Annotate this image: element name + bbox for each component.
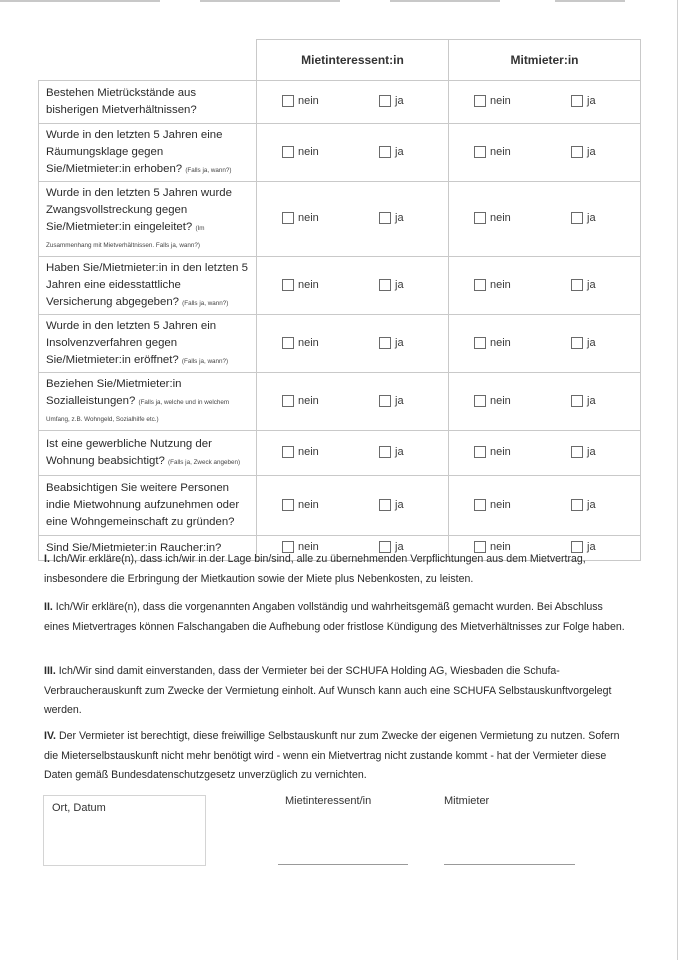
question-text: Beabsichtigen Sie weitere Personen indie Mietwohnung aufzunehmen oder eine Wohngemeinschaft zu gründen? <box>46 482 240 528</box>
cotenant-nein-checkbox[interactable] <box>474 446 511 458</box>
checkbox-square-icon[interactable] <box>571 337 583 349</box>
cotenant-answer-cell <box>449 431 641 476</box>
question-text: Ist eine gewerbliche Nutzung der Wohnung beabsichtigt? <box>46 438 212 467</box>
question-cell <box>39 431 257 476</box>
declaration-number: II. <box>44 601 53 613</box>
cotenant-answer-cell <box>449 476 641 536</box>
checkbox-label: nein <box>298 336 319 349</box>
checkbox-square-icon[interactable] <box>379 337 391 349</box>
checkbox-square-icon[interactable] <box>282 395 294 407</box>
question-cell <box>39 315 257 373</box>
question-text: Wurde in den letzten 5 Jahren ein Insolvenzverfahren gegen Sie/Mietmieter:in eröffnet? <box>46 320 217 366</box>
checkbox-label: nein <box>490 541 511 553</box>
applicant-nein-checkbox[interactable] <box>282 446 319 458</box>
cotenant-answer-cell <box>449 124 641 182</box>
header-blank-cell <box>39 40 257 81</box>
checkbox-label: nein <box>298 498 319 511</box>
checkbox-square-icon[interactable] <box>282 95 294 107</box>
applicant-ja-checkbox[interactable] <box>379 499 404 511</box>
table-row <box>39 124 641 182</box>
applicant-ja-checkbox[interactable] <box>379 446 404 458</box>
cotenant-answer-cell <box>449 257 641 315</box>
checkbox-square-icon[interactable] <box>282 337 294 349</box>
checkbox-label: nein <box>490 446 511 458</box>
table-row <box>39 476 641 536</box>
question-note: (Falls ja, Zweck angeben) <box>168 459 241 466</box>
checkbox-square-icon[interactable] <box>379 499 391 511</box>
checkbox-label: nein <box>298 446 319 458</box>
declaration-text: Ich/Wir sind damit einverstanden, dass der Vermieter bei der SCHUFA Holding AG, Wiesbaden die Schufa- Verbraucherauskunft zum Zwecke der Vermietung einholt. Auf Wunsch kann auch eine SCHUFA Selbstauskunftvorgelegt werden. <box>44 665 612 716</box>
checkbox-square-icon[interactable] <box>282 446 294 458</box>
cotenant-nein-checkbox[interactable] <box>474 337 511 349</box>
declaration-4 <box>44 727 630 786</box>
declaration-number: IV. <box>44 730 56 742</box>
applicant-ja-checkbox[interactable] <box>379 279 404 291</box>
applicant-ja-checkbox[interactable] <box>379 95 404 107</box>
checkbox-square-icon[interactable] <box>379 146 391 158</box>
applicant-answer-cell <box>257 257 449 315</box>
question-cell <box>39 124 257 182</box>
cotenant-ja-checkbox[interactable] <box>571 146 596 158</box>
question-note: (Im Zusammenhang mit Mietverhältnissen. Falls ja, wann?) <box>46 225 205 249</box>
question-note: (Falls ja, wann?) <box>185 167 232 174</box>
applicant-ja-checkbox[interactable] <box>379 337 404 349</box>
declaration-text: Ich/Wir erkläre(n), dass ich/wir in der Lage bin/sind, alle zu übernehmenden Verpflichtungen aus dem Mietvertrag, insbesondere die Erbringung der Mietkaution sowie der Miete plus Nebenkosten, zu leisten. <box>44 553 586 585</box>
applicant-nein-checkbox[interactable] <box>282 146 319 158</box>
checkbox-label: ja <box>395 446 404 458</box>
checkbox-label: nein <box>298 212 319 224</box>
question-text: Sind Sie/Mietmieter:in Raucher:in? <box>46 541 222 554</box>
table-row <box>39 81 641 124</box>
header-cotenant: Mitmieter:in <box>449 40 641 81</box>
cotenant-nein-checkbox[interactable] <box>474 95 511 107</box>
applicant-answer-cell <box>257 315 449 373</box>
checkbox-label: nein <box>298 541 319 553</box>
cotenant-signature-label: Mitmieter <box>444 795 490 807</box>
applicant-signature-label: Mietinteressent/in <box>285 795 372 807</box>
declaration-text: Der Vermieter ist berechtigt, diese freiwillige Selbstauskunft nur zum Zwecke der eigenen Vermietung zu nutzen. Sofern die Mieterselbstauskunft nicht mehr benötigt wird - wenn ein Mietvertrag nicht zustande kommt - hat der Vermieter diese Daten gemäß Bundesdatenschutzgesetz unverzüglich zu vernichten. <box>44 730 620 781</box>
declaration-text: Ich/Wir erkläre(n), dass die vorgenannten Angaben vollständig und wahrheitsgemäß gemacht wurden. Bei Abschluss eines Mietvertrages können Falschangaben die Aufhebung oder fristlose Kündigung des Mietverhältnisses zur Folge haben. <box>44 601 625 633</box>
applicant-nein-checkbox[interactable] <box>282 337 319 349</box>
checkbox-square-icon[interactable] <box>571 95 583 107</box>
checkbox-square-icon[interactable] <box>379 279 391 291</box>
checkbox-square-icon[interactable] <box>282 146 294 158</box>
applicant-answer-cell <box>257 81 449 124</box>
checkbox-label: nein <box>298 95 319 107</box>
question-text: Beziehen Sie/Mietmieter:in Sozialleistungen? <box>46 378 182 407</box>
questionnaire-table <box>38 39 641 561</box>
checkbox-square-icon[interactable] <box>282 499 294 511</box>
checkbox-label: nein <box>490 498 511 511</box>
checkbox-label: ja <box>587 446 596 458</box>
checkbox-label: nein <box>490 95 511 107</box>
question-note: (Falls ja, welche und in welchem Umfang, z.B. Wohngeld, Sozialhilfe etc.) <box>46 399 230 423</box>
checkbox-square-icon[interactable] <box>474 212 486 224</box>
checkbox-label: nein <box>490 336 511 349</box>
checkbox-label: ja <box>395 336 404 349</box>
table-row <box>39 431 641 476</box>
checkbox-square-icon[interactable] <box>474 146 486 158</box>
checkbox-square-icon[interactable] <box>571 499 583 511</box>
checkbox-square-icon[interactable] <box>282 212 294 224</box>
applicant-nein-checkbox[interactable] <box>282 212 319 224</box>
checkbox-square-icon[interactable] <box>474 446 486 458</box>
checkbox-label: nein <box>490 278 511 291</box>
question-cell <box>39 81 257 124</box>
checkbox-label: ja <box>395 498 404 511</box>
question-cell <box>39 182 257 257</box>
cotenant-ja-checkbox[interactable] <box>571 95 596 107</box>
declaration-3 <box>44 662 630 721</box>
cotenant-ja-checkbox[interactable] <box>571 337 596 349</box>
checkbox-label: ja <box>587 498 596 511</box>
checkbox-label: ja <box>587 212 596 224</box>
question-text: Wurde in den letzten 5 Jahren eine Räumungsklage gegen Sie/Mietmieter:in erhoben? <box>46 129 223 175</box>
checkbox-label: nein <box>298 394 319 407</box>
declaration-number: III. <box>44 665 56 677</box>
applicant-nein-checkbox[interactable] <box>282 279 319 291</box>
question-text: Bestehen Mietrückstände aus bisherigen Mietverhältnissen? <box>46 87 197 116</box>
declaration-1 <box>44 550 630 589</box>
cotenant-answer-cell <box>449 81 641 124</box>
applicant-ja-checkbox[interactable] <box>379 146 404 158</box>
applicant-ja-checkbox[interactable] <box>379 212 404 224</box>
cotenant-ja-checkbox[interactable] <box>571 446 596 458</box>
checkbox-square-icon[interactable] <box>474 499 486 511</box>
checkbox-label: ja <box>395 278 404 291</box>
cotenant-nein-checkbox[interactable] <box>474 499 511 511</box>
checkbox-square-icon[interactable] <box>379 395 391 407</box>
checkbox-label: ja <box>587 336 596 349</box>
applicant-nein-checkbox[interactable] <box>282 499 319 511</box>
cotenant-answer-cell <box>449 315 641 373</box>
cotenant-nein-checkbox[interactable] <box>474 279 511 291</box>
checkbox-label: ja <box>395 145 404 158</box>
cotenant-ja-checkbox[interactable] <box>571 499 596 511</box>
question-cell <box>39 257 257 315</box>
applicant-nein-checkbox[interactable] <box>282 95 319 107</box>
checkbox-label: nein <box>298 278 319 291</box>
cotenant-answer-cell <box>449 182 641 257</box>
applicant-ja-checkbox[interactable] <box>379 395 404 407</box>
cotenant-nein-checkbox[interactable] <box>474 146 511 158</box>
question-text: Wurde in den letzten 5 Jahren wurde Zwangsvollstreckung gegen Sie/Mietmieter:in eingeleitet? <box>46 187 232 233</box>
cotenant-nein-checkbox[interactable] <box>474 395 511 407</box>
checkbox-square-icon[interactable] <box>474 337 486 349</box>
table-row <box>39 257 641 315</box>
question-cell <box>39 373 257 431</box>
checkbox-label: ja <box>395 95 404 107</box>
cotenant-signature-line[interactable] <box>444 864 575 865</box>
applicant-answer-cell <box>257 431 449 476</box>
checkbox-label: nein <box>490 212 511 224</box>
checkbox-label: ja <box>587 95 596 107</box>
checkbox-square-icon[interactable] <box>571 395 583 407</box>
checkbox-label: nein <box>298 145 319 158</box>
checkbox-square-icon[interactable] <box>474 95 486 107</box>
checkbox-label: ja <box>587 145 596 158</box>
place-date-label: Ort, Datum <box>52 802 106 814</box>
checkbox-label: ja <box>395 212 404 224</box>
checkbox-square-icon[interactable] <box>379 446 391 458</box>
applicant-nein-checkbox[interactable] <box>282 395 319 407</box>
checkbox-square-icon[interactable] <box>474 279 486 291</box>
checkbox-square-icon[interactable] <box>571 212 583 224</box>
declaration-number: I. <box>44 553 50 565</box>
checkbox-square-icon[interactable] <box>379 95 391 107</box>
checkbox-label: ja <box>395 541 404 553</box>
scan-artifact-top <box>0 0 679 3</box>
checkbox-square-icon[interactable] <box>474 395 486 407</box>
checkbox-square-icon[interactable] <box>379 212 391 224</box>
applicant-answer-cell <box>257 476 449 536</box>
cotenant-ja-checkbox[interactable] <box>571 212 596 224</box>
checkbox-label: ja <box>395 394 404 407</box>
checkbox-square-icon[interactable] <box>571 279 583 291</box>
checkbox-square-icon[interactable] <box>571 146 583 158</box>
checkbox-label: nein <box>490 394 511 407</box>
checkbox-label: ja <box>587 394 596 407</box>
scan-artifact-right-edge <box>677 0 678 960</box>
question-note: (Falls ja, wann?) <box>181 358 229 365</box>
table-header-row <box>39 40 641 81</box>
checkbox-square-icon[interactable] <box>571 446 583 458</box>
cotenant-nein-checkbox[interactable] <box>474 212 511 224</box>
header-applicant: Mietinteressent:in <box>257 40 449 81</box>
checkbox-label: ja <box>587 278 596 291</box>
applicant-answer-cell <box>257 124 449 182</box>
table-row <box>39 315 641 373</box>
checkbox-label: nein <box>490 145 511 158</box>
checkbox-square-icon[interactable] <box>282 279 294 291</box>
question-note: (Falls ja, wann?) <box>182 300 229 307</box>
checkbox-label: ja <box>587 541 596 553</box>
applicant-answer-cell <box>257 373 449 431</box>
place-date-field[interactable] <box>43 795 206 866</box>
declaration-2 <box>44 598 630 637</box>
cotenant-ja-checkbox[interactable] <box>571 279 596 291</box>
question-cell <box>39 476 257 536</box>
applicant-signature-line[interactable] <box>278 864 408 865</box>
table-row <box>39 182 641 257</box>
applicant-answer-cell <box>257 182 449 257</box>
cotenant-answer-cell <box>449 373 641 431</box>
table-row <box>39 373 641 431</box>
cotenant-ja-checkbox[interactable] <box>571 395 596 407</box>
question-text: Haben Sie/Mietmieter:in in den letzten 5 Jahren eine eidesstattliche Versicherung abgegeben? <box>46 262 248 308</box>
